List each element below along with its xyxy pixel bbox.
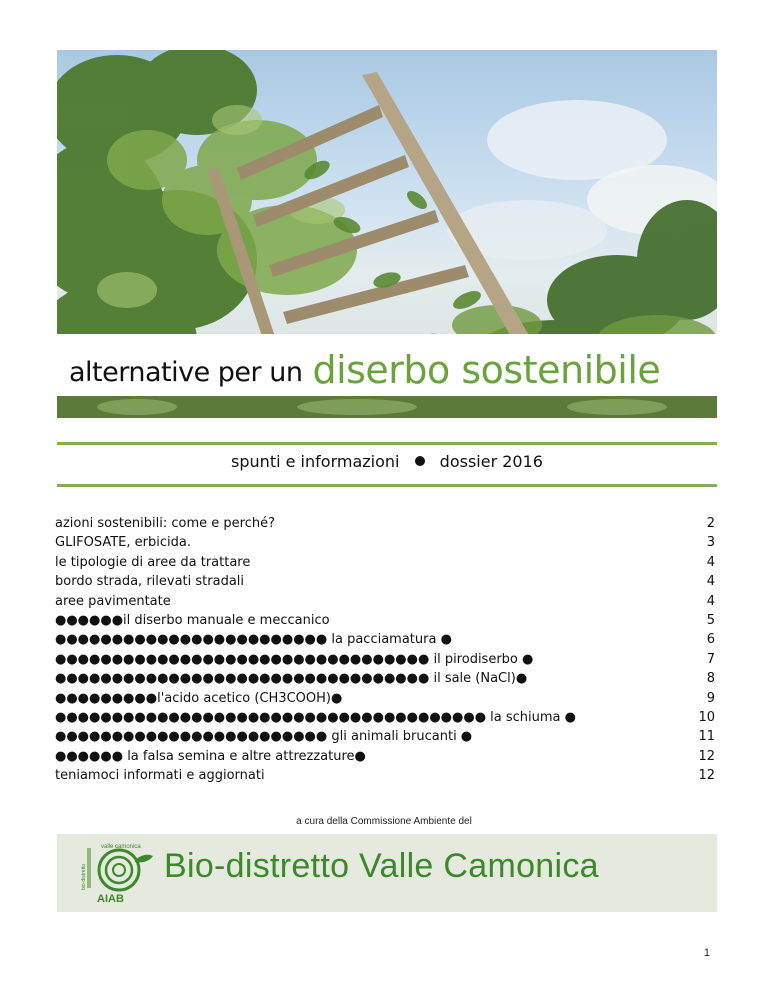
toc-row[interactable]	[55, 689, 715, 708]
toc-title: aree pavimentate	[55, 593, 171, 609]
table-of-contents	[55, 514, 715, 785]
toc-row[interactable]	[55, 747, 715, 766]
logo-mark-icon	[77, 840, 157, 906]
bio-distretto-logo	[57, 834, 717, 912]
toc-title: GLIFOSATE, erbicida.	[55, 535, 191, 551]
bullet-dot	[415, 456, 425, 466]
toc-page: 5	[706, 612, 715, 628]
credit-line: a cura della Commissione Ambiente del	[296, 816, 472, 827]
logo-mark-side: bio-distretto	[81, 863, 87, 890]
toc-title: ●●●●●●●●●l'acido acetico (CH3COOH)●	[55, 690, 343, 706]
toc-title: ●●●●●●●●●●●●●●●●●●●●●●●● gli animali brucanti ●	[55, 729, 473, 745]
toc-page: 10	[698, 709, 715, 725]
toc-title: ●●●●●●il diserbo manuale e meccanico	[55, 612, 330, 628]
toc-row[interactable]	[55, 766, 715, 785]
toc-page: 4	[706, 593, 715, 609]
toc-page: 8	[706, 671, 715, 687]
toc-page: 9	[706, 690, 715, 706]
toc-page: 11	[698, 729, 715, 745]
title-part-1: alternative per un	[69, 357, 303, 388]
toc-row[interactable]	[55, 572, 715, 591]
toc-title: ●●●●●●●●●●●●●●●●●●●●●●●● la pacciamatura ●	[55, 632, 452, 648]
toc-page: 2	[706, 516, 715, 531]
bottom-rule	[57, 484, 717, 487]
cover-image	[57, 50, 717, 418]
toc-title: azioni sostenibili: come e perché?	[55, 516, 276, 531]
toc-title: ●●●●●●●●●●●●●●●●●●●●●●●●●●●●●●●●● il pirodiserbo ●	[55, 651, 534, 667]
subtitle-right: dossier 2016	[439, 452, 543, 471]
toc-row[interactable]	[55, 669, 715, 688]
toc-row[interactable]	[55, 650, 715, 669]
toc-row[interactable]	[55, 514, 715, 533]
toc-row[interactable]	[55, 727, 715, 746]
toc-row[interactable]	[55, 553, 715, 572]
toc-title: bordo strada, rilevati stradali	[55, 574, 245, 590]
toc-row[interactable]	[55, 611, 715, 630]
toc-title: le tipologie di aree da trattare	[55, 554, 251, 570]
toc-row[interactable]	[55, 533, 715, 552]
toc-row[interactable]	[55, 708, 715, 727]
title-part-2: diserbo sostenibile	[312, 348, 661, 392]
logo-name: Bio-distretto Valle Camonica	[164, 847, 599, 885]
logo-mark-bottom: AIAB	[97, 893, 124, 905]
toc-page: 4	[706, 574, 715, 590]
toc-page: 3	[706, 535, 715, 551]
toc-row[interactable]	[55, 630, 715, 649]
subtitle-left: spunti e informazioni	[231, 452, 400, 471]
page-number: 1	[703, 947, 710, 959]
toc-page: 12	[698, 748, 715, 764]
toc-page: 6	[706, 632, 715, 648]
toc-page: 12	[698, 768, 715, 784]
toc-title: teniamoci informati e aggiornati	[55, 768, 265, 784]
toc-title: ●●●●●●●●●●●●●●●●●●●●●●●●●●●●●●●●● il sale (NaCl)●	[55, 671, 528, 687]
toc-page: 7	[706, 651, 715, 667]
cover-title	[57, 334, 717, 396]
toc-page: 4	[706, 554, 715, 570]
logo-mark-top: valle camonica	[101, 844, 141, 850]
subtitle	[57, 452, 717, 471]
toc-title: ●●●●●●●●●●●●●●●●●●●●●●●●●●●●●●●●●●●●●● la schiuma ●	[55, 709, 577, 725]
toc-row[interactable]	[55, 592, 715, 611]
toc-title: ●●●●●● la falsa semina e altre attrezzature●	[55, 748, 366, 764]
top-rule	[57, 442, 717, 445]
